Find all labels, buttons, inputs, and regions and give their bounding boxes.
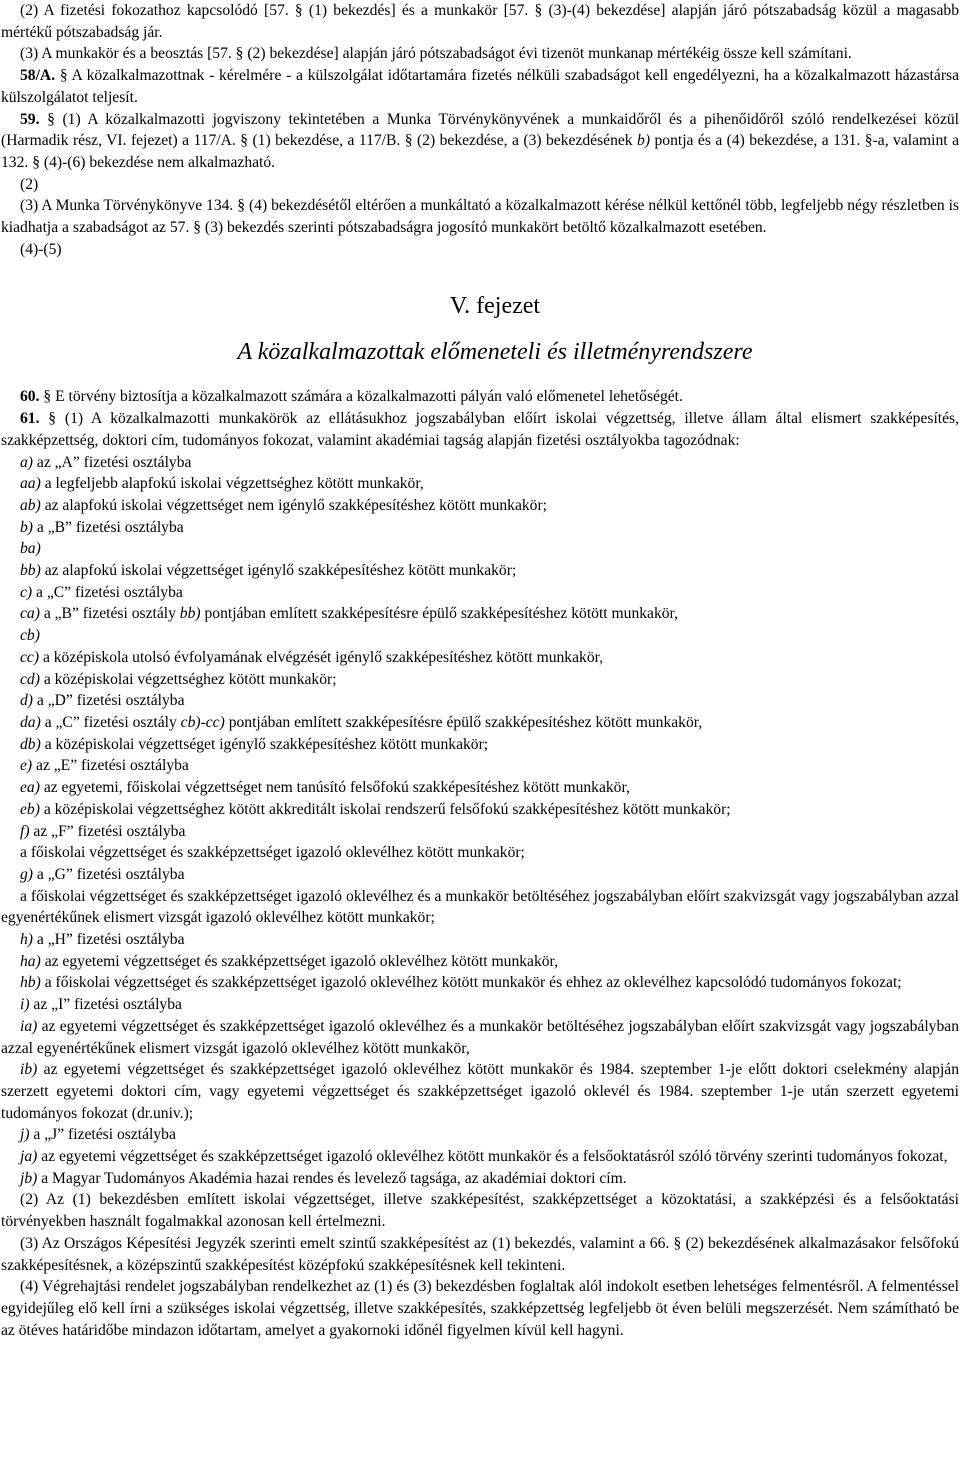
- chapter-title: A közalkalmazottak előmeneteli és illetményrendszere: [237, 339, 753, 366]
- paragraph-h: h) a „H” fizetési osztályba: [20, 931, 185, 949]
- paragraph-p58a: 58/A. § A közalkalmazottnak - kérelmére - a külszolgálat időtartamára fizetés nélküli szabadságot kell engedélyezni, ha a közalkalmazott házastársa külszolgálatot teljesít.: [1, 67, 959, 106]
- section-bottom-paragraphs: [1, 386, 959, 1341]
- paragraph-j: j) a „J” fizetési osztályba: [20, 1126, 176, 1144]
- paragraph-a: a) az „A” fizetési osztályba: [20, 453, 192, 471]
- chapter-number: V. fejezet: [449, 293, 541, 320]
- paragraph-ea: ea) az egyetemi, főiskolai végzettséget nem tanúsító felsőfokú szakképesítéshez kötött munkakör,: [20, 779, 630, 797]
- paragraph-jb: jb) a Magyar Tudományos Akadémia hazai rendes és levelező tagsága, az akadémiai doktori cím.: [20, 1169, 627, 1187]
- paragraph-ab: ab) az alapfokú iskolai végzettséget nem igénylő szakképesítéshez kötött munkakör;: [20, 496, 547, 514]
- paragraph-bb: bb) az alapfokú iskolai végzettséget igénylő szakképesítéshez kötött munkakör;: [20, 562, 517, 580]
- paragraph-ha: ha) az egyetemi végzettséget és szakképzettséget igazoló oklevélhez kötött munkakör,: [20, 952, 559, 970]
- paragraph-db: db) a középiskolai végzettséget igénylő szakképesítéshez kötött munkakör;: [20, 735, 489, 753]
- paragraph-eb: eb) a középiskolai végzettséghez kötött akkreditált iskolai rendszerű felsőfokú szakképesítéshez kötött munkakör;: [20, 800, 731, 818]
- paragraph-f: f) az „F” fizetési osztályba: [20, 822, 186, 840]
- paragraph-cc: cc) a középiskola utolsó évfolyamának elvégzését igénylő szakképesítéshez kötött munkakör,: [20, 648, 604, 666]
- paragraph-g-text: a főiskolai végzettséget és szakképzettséget igazoló oklevélhez és a munkakör betöltéséhez jogszabályban előírt szakvizsgát vagy jogszabályban azzal egyenértékűnek elismert vizsgát igazoló oklevélhez kötött munkakör;: [1, 887, 959, 927]
- paragraph-p57-2: (2) A fizetési fokozathoz kapcsolódó [57. § (1) bekezdés] és a munkakör [57. § (3)-(4) bekezdése] alapján járó pótszabadság közül a magasabb mértékű pótszabadság jár.: [1, 2, 959, 41]
- paragraph-p61-2: (2) Az (1) bekezdésben említett iskolai végzettséget, illetve szakképesítést, szakképzettséget a közoktatási, a szakképzési és a felsőoktatási törvényekben használt fogalmakkal azonosan kell értelmezni.: [1, 1191, 959, 1231]
- paragraph-cd: cd) a középiskolai végzettséghez kötött munkakör;: [20, 670, 337, 688]
- paragraph-p59-45: (4)-(5): [20, 240, 62, 258]
- section-top-paragraphs: [1, 0, 959, 260]
- paragraph-aa: aa) a legfeljebb alapfokú iskolai végzettséghez kötött munkakör,: [20, 475, 424, 493]
- paragraph-ca: ca) a „B” fizetési osztály bb) pontjában említett szakképesítésre épülő szakképesítéshez kötött munkakör,: [20, 605, 679, 623]
- paragraph-ia: ia) az egyetemi végzettséget és szakképzettséget igazoló oklevélhez és a munkakör betöltéséhez jogszabályban előírt szakvizsgát vagy jogszabályban azzal egyenértékűnek elismert vizsgát igazoló oklevélhez kötött munkakör,: [1, 1017, 959, 1057]
- paragraph-d: d) a „D” fizetési osztályba: [20, 692, 185, 710]
- paragraph-g: g) a „G” fizetési osztályba: [20, 865, 185, 883]
- paragraph-p61-4: (4) Végrehajtási rendelet jogszabályban rendelkezhet az (1) és (3) bekezdésben foglaltak alól indokolt esetben lehetséges felmentésről. A felmentéssel egyidejűleg elő kell írni a szükséges iskolai végzettség, illetve szakképesítés, szakképzettség legfeljebb öt éven belüli megszerzését. Nem számítható be az ötéves határidőbe mindazon időtartam, amelyet a gyakornoki időnél figyelmen kívül kell hagyni.: [1, 1278, 959, 1339]
- paragraph-p61-1: 61. § (1) A közalkalmazotti munkakörök az ellátásukhoz jogszabályban előírt iskolai végzettség, illetve állam által elismert szakképesítés, szakképzettség, doktori cím, tudományos fokozat, valamint akadémiai tagság alapján fizetési osztályokba tagozódnak:: [1, 410, 959, 449]
- paragraph-c: c) a „C” fizetési osztályba: [20, 583, 183, 601]
- paragraph-p59-2: (2): [20, 175, 39, 193]
- paragraph-p57-3: (3) A munkakör és a beosztás [57. § (2) bekezdése] alapján járó pótszabadságot évi tizenöt munkanap mértékéig össze kell számítani.: [20, 45, 852, 63]
- paragraph-e: e) az „E” fizetési osztályba: [20, 757, 189, 775]
- paragraph-p61-3: (3) Az Országos Képesítési Jegyzék szerinti emelt szintű szakképesítést az (1) bekezdés, valamint a 66. § (2) bekezdésének alkalmazásakor felsőfokú szakképesítésnek, a középszintű szakképesítést középfokú szakképesítésnek kell tekinteni.: [1, 1234, 959, 1274]
- paragraph-ba: ba): [20, 540, 41, 558]
- paragraph-cb: cb): [20, 627, 40, 645]
- paragraph-p60: 60. § E törvény biztosítja a közalkalmazott számára a közalkalmazotti pályán való előmenetel lehetőségét.: [20, 388, 683, 406]
- paragraph-i: i) az „I” fizetési osztályba: [20, 996, 182, 1014]
- paragraph-f-text: a főiskolai végzettséget és szakképzettséget igazoló oklevélhez kötött munkakör;: [20, 844, 525, 862]
- paragraph-p59-3: (3) A Munka Törvénykönyve 134. § (4) bekezdésétől eltérően a munkáltató a közalkalmazott kérése nélkül kettőnél több, legfeljebb négy részletben is kiadhatja a szabadságot az 57. § (3) bekezdés szerinti pótszabadságra jogosító munkakört betöltő közalkalmazott esetében.: [1, 197, 959, 237]
- paragraph-b: b) a „B” fizetési osztályba: [20, 518, 184, 536]
- paragraph-ib: ib) az egyetemi végzettséget és szakképzettséget igazoló oklevélhez kötött munkakör és 1984. szeptember 1-je előtt doktori cselekmény alapján szerzett egyetemi doktori cím, vagy egyetemi végzettséget és szakképzettséget igazoló oklevél és 1984. szeptember 1-je után szerzett egyetemi tudományos fokozat (dr.univ.);: [1, 1061, 959, 1122]
- paragraph-hb: hb) a főiskolai végzettséget és szakképzettséget igazoló oklevélhez kötött munkakör és ehhez az oklevélhez kapcsolódó tudományos fokozat;: [20, 974, 902, 992]
- paragraph-p59-1: 59. § (1) A közalkalmazotti jogviszony tekintetében a Munka Törvénykönyvének a munkaidőről és a pihenőidőről szóló rendelkezései közül (Harmadik rész, VI. fejezet) a 117/A. § (1) bekezdése, a 117/B. § (2) bekezdése, a (3) bekezdésének b) pontja és a (4) bekezdése, a 131. §-a, valamint a 132. § (4)-(6) bekezdése nem alkalmazható.: [1, 110, 959, 171]
- paragraph-da: da) a „C” fizetési osztály cb)-cc) pontjában említett szakképesítésre épülő szakképesítéshez kötött munkakör,: [20, 713, 703, 731]
- paragraph-ja: ja) az egyetemi végzettséget és szakképzettséget igazoló oklevélhez kötött munkakör és a felsőoktatásról szóló törvény szerinti tudományos fokozat,: [20, 1148, 948, 1166]
